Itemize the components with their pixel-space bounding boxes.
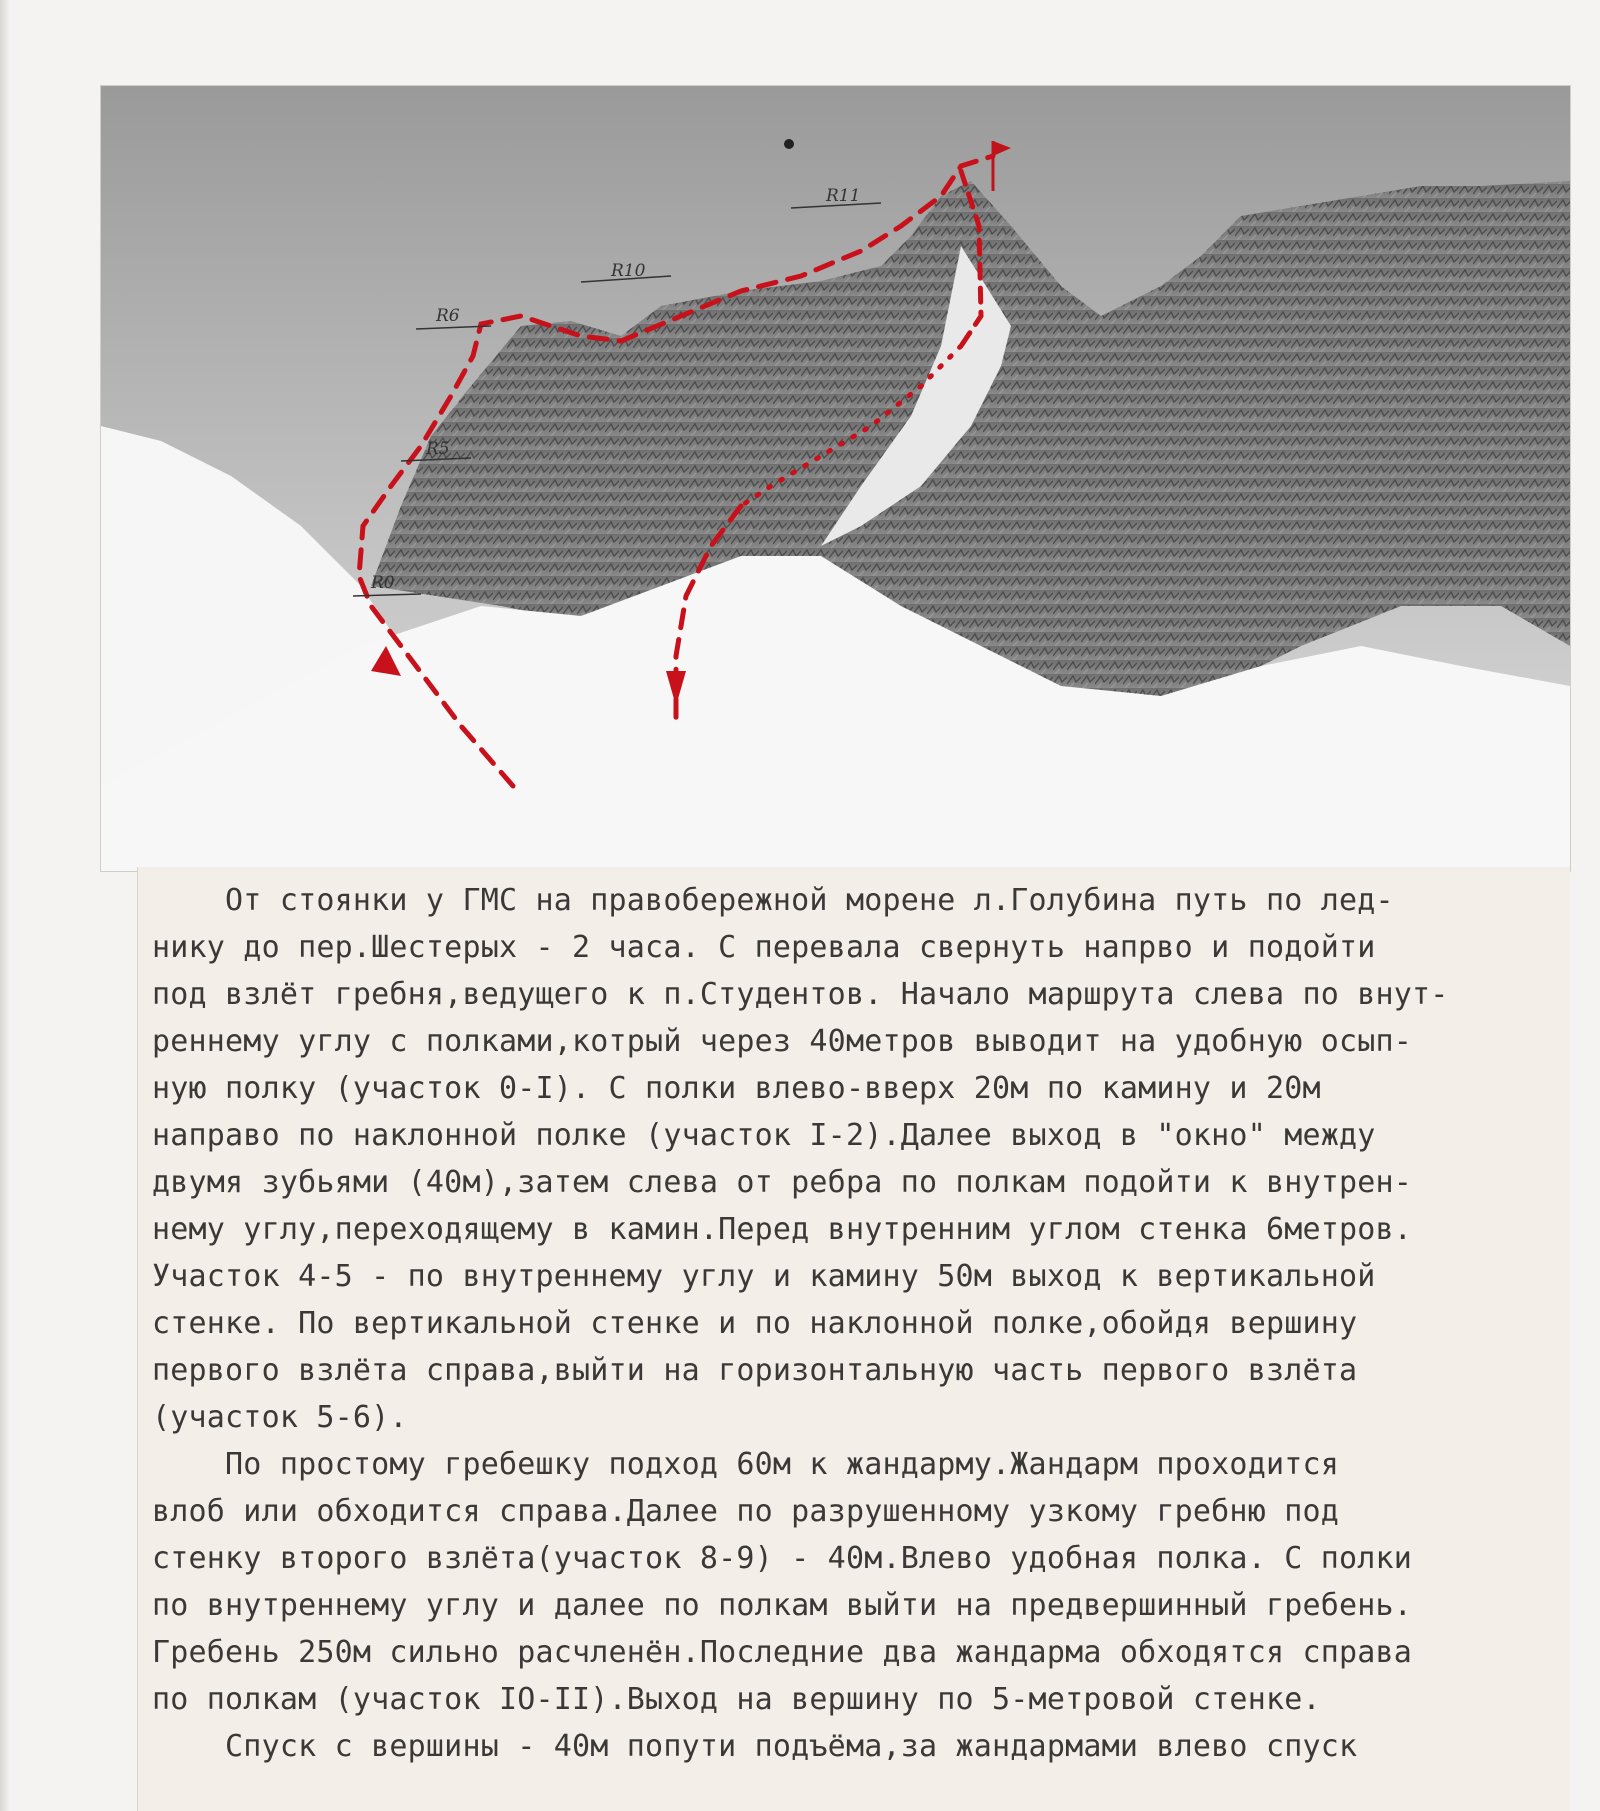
page-edge-shadow — [0, 0, 10, 1811]
text-line: влоб или обходится справа.Далее по разрушенному узкому гребню под — [152, 1494, 1339, 1529]
text-line: по полкам (участок IO-II).Выход на вершину по 5-метровой стенке. — [152, 1682, 1321, 1717]
text-line: Гребень 250м сильно расчленён.Последние два жандарма обходятся справа — [152, 1635, 1413, 1670]
svg-text:R10: R10 — [611, 261, 646, 281]
route-description-text — [152, 877, 1570, 1770]
text-line: Участок 4-5 - по внутреннему углу и камину 50м выход к вертикальной — [152, 1259, 1376, 1294]
text-line: Спуск с вершины - 40м попути подъёма,за жандармами влево спуск — [152, 1729, 1358, 1764]
text-line: реннему углу с полками,котрый через 40метров выводит на удобную осып- — [152, 1024, 1413, 1059]
text-line: нику до пер.Шестерых - 2 часа. С перевала свернуть напрво и подойти — [152, 930, 1376, 965]
mountain-route-photo — [101, 86, 1570, 871]
typed-route-description — [138, 867, 1570, 1811]
text-line: стенке. По вертикальной стенке и по наклонной полке,обойдя вершину — [152, 1306, 1358, 1341]
text-line: нему углу,переходящему в камин.Перед внутренним углом стенка 6метров. — [152, 1212, 1413, 1247]
svg-text:R6: R6 — [436, 306, 460, 326]
text-line: ную полку (участок 0-I). С полки влево-вверх 20м по камину и 20м — [152, 1071, 1321, 1106]
text-line: двумя зубьями (40м),затем слева от ребра по полкам подойти к внутрен- — [152, 1165, 1413, 1200]
text-line: По простому гребешку подход 60м к жандарму.Жандарм проходится — [152, 1447, 1339, 1482]
text-line: направо по наклонной полке (участок I-2).Далее выход в "окно" между — [152, 1118, 1376, 1153]
text-line: по внутреннему углу и далее по полкам выйти на предвершинный гребень. — [152, 1588, 1413, 1623]
svg-text:R5: R5 — [426, 439, 450, 459]
text-line: первого взлёта справа,выйти на горизонтальную часть первого взлёта — [152, 1353, 1358, 1388]
text-line: (участок 5-6). — [152, 1400, 408, 1435]
svg-text:R11: R11 — [826, 186, 861, 206]
svg-text:R0: R0 — [371, 573, 395, 593]
dust-spot — [784, 139, 794, 149]
text-line: стенку второго взлёта(участок 8-9) - 40м.Влево удобная полка. С полки — [152, 1541, 1413, 1576]
text-line: под взлёт гребня,ведущего к п.Студентов. Начало маршрута слева по внут- — [152, 977, 1449, 1012]
text-line: От стоянки у ГМС на правобережной морене л.Голубина путь по лед- — [152, 883, 1394, 918]
